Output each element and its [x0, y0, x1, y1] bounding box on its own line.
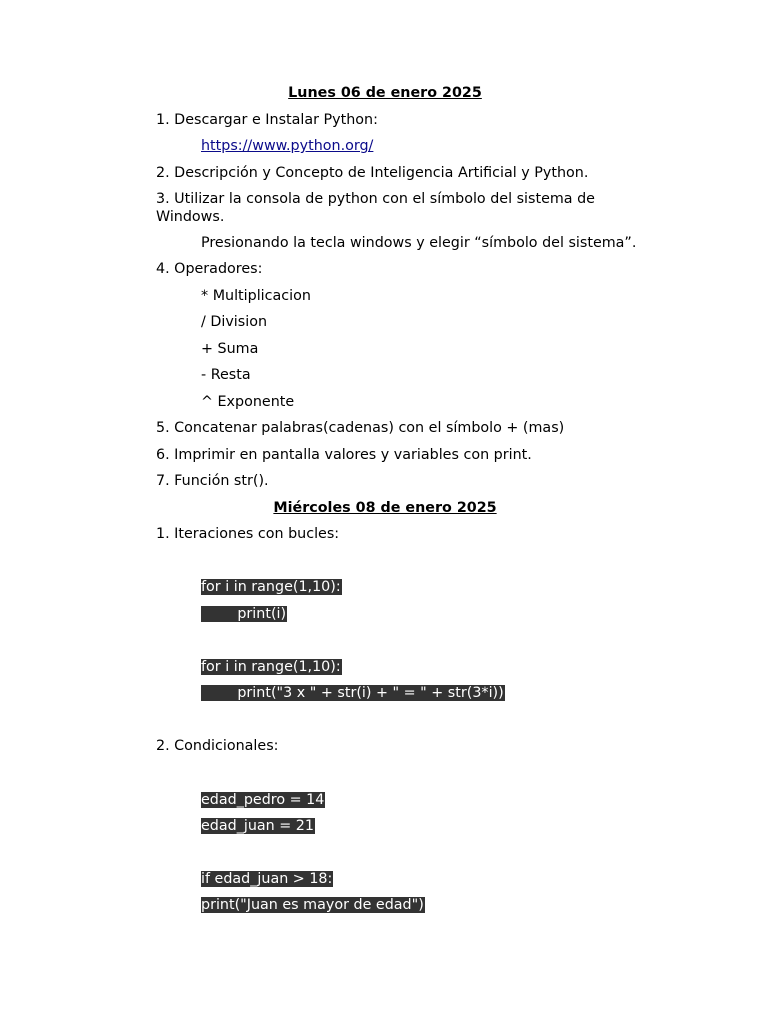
code-text: print(i)	[201, 606, 287, 622]
code-text: edad_juan = 21	[201, 818, 314, 834]
item-consola: 3. Utilizar la consola de python con el símbolo del sistema de Windows.	[156, 191, 595, 225]
item-imprimir: 6. Imprimir en pantalla valores y variables con print.	[156, 447, 532, 463]
operator-resta: - Resta	[201, 367, 251, 383]
heading-lunes: Lunes 06 de enero 2025	[288, 85, 482, 101]
code-line	[201, 817, 315, 835]
operator-multiplicacion: * Multiplicacion	[201, 288, 311, 304]
code-text: for i in range(1,10):	[201, 579, 341, 595]
item-consola-note: Presionando la tecla windows y elegir “símbolo del sistema”.	[201, 235, 637, 251]
item-condicionales: 2. Condicionales:	[156, 738, 279, 754]
code-line	[201, 605, 287, 623]
code-text: if edad_juan > 18:	[201, 871, 333, 887]
code-line	[201, 578, 342, 596]
code-text: for i in range(1,10):	[201, 659, 341, 675]
item-funcion-str: 7. Función str().	[156, 473, 269, 489]
operator-division: / Division	[201, 314, 268, 330]
code-text: edad_pedro = 14	[201, 792, 325, 808]
code-line	[201, 658, 342, 676]
code-text: print("Juan es mayor de edad")	[201, 897, 424, 913]
python-link[interactable]	[201, 137, 373, 155]
code-text: print("3 x " + str(i) + " = " + str(3*i))	[201, 685, 504, 701]
heading-miercoles: Miércoles 08 de enero 2025	[273, 500, 497, 516]
code-line	[201, 684, 505, 702]
item-concatenar: 5. Concatenar palabras(cadenas) con el símbolo + (mas)	[156, 420, 565, 436]
code-line	[201, 791, 325, 809]
item-iteraciones: 1. Iteraciones con bucles:	[156, 526, 340, 542]
item-descargar: 1. Descargar e Instalar Python:	[156, 112, 378, 128]
item-descripcion: 2. Descripción y Concepto de Inteligencia Artificial y Python.	[156, 165, 589, 181]
operator-suma: + Suma	[201, 341, 259, 357]
operator-exponente: ^ Exponente	[201, 394, 295, 410]
item-operadores: 4. Operadores:	[156, 261, 263, 277]
code-line	[201, 896, 425, 914]
python-link-text[interactable]: https://www.python.org/	[201, 138, 374, 154]
code-line	[201, 870, 333, 888]
